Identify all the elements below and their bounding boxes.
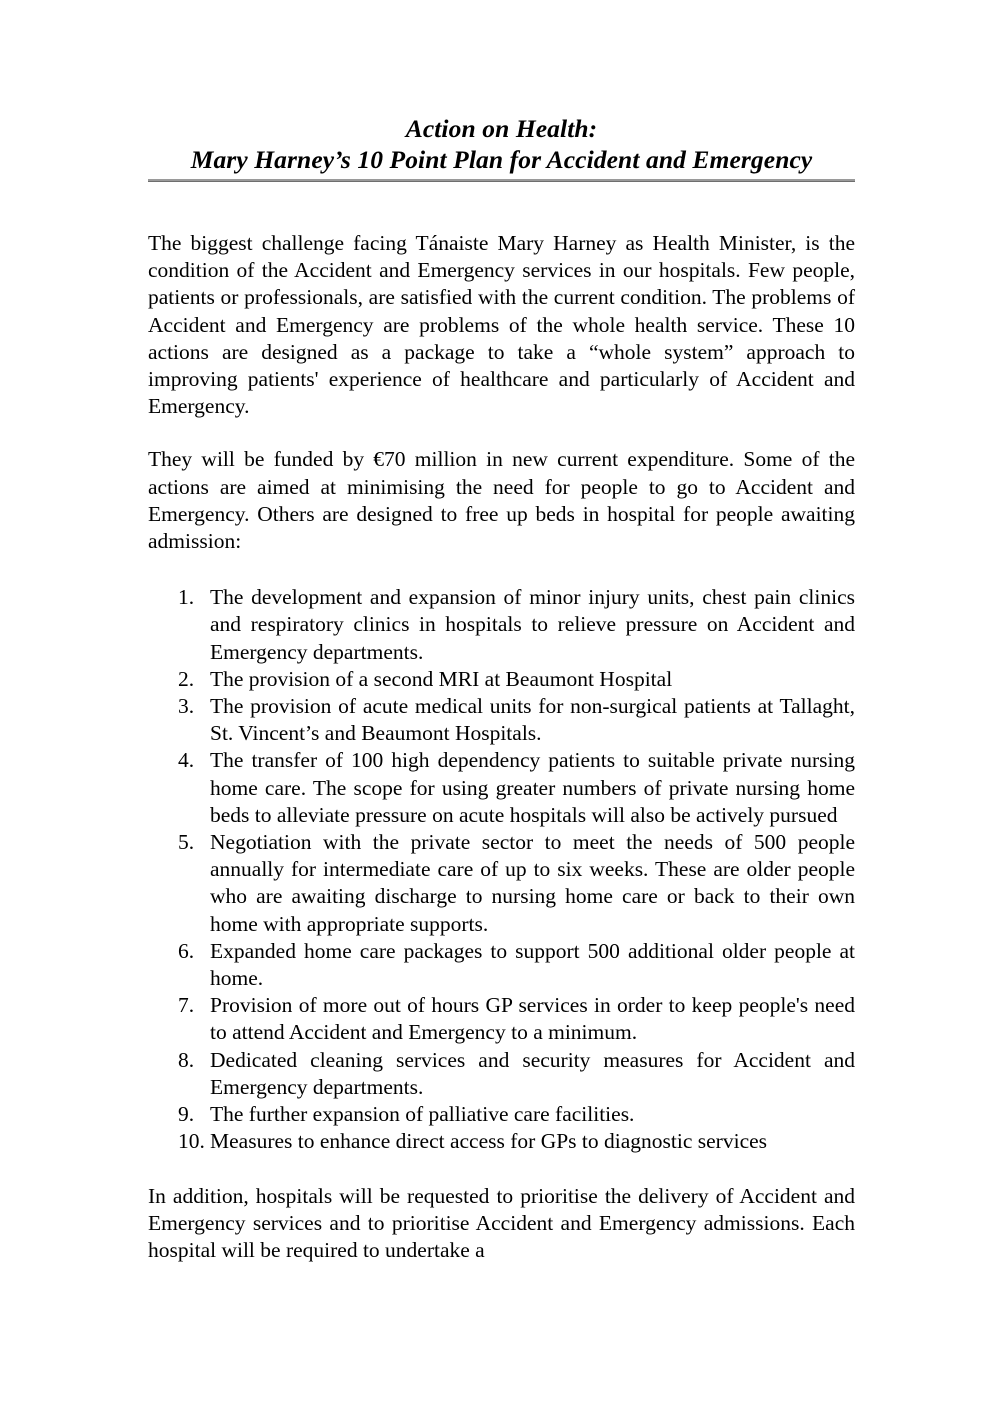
list-item-marker: 1. [178,585,195,610]
list-item-marker: 5. [178,830,195,855]
list-item [148,747,855,829]
action-list [148,584,855,1155]
list-item-text: The further expansion of palliative care facilities. [210,1102,635,1127]
list-item-marker: 8. [178,1047,195,1072]
list-item-marker: 2. [178,666,195,691]
title-divider-rule [148,179,855,182]
list-item-text: Negotiation with the private sector to meet the needs of 500 people annually for intermediate care of up to six weeks. These are older people who are awaiting discharge to nursing home care or back to their own home with appropriate supports. [210,830,855,936]
list-item-text: Dedicated cleaning services and security measures for Accident and Emergency departments. [210,1047,855,1099]
list-item-text: The provision of a second MRI at Beaumont Hospital [210,666,673,691]
list-item [148,1128,855,1155]
list-item-marker: 10. [178,1129,205,1154]
list-item-marker: 9. [178,1102,195,1127]
closing-paragraph: In addition, hospitals will be requested to prioritise the delivery of Accident and Emergency services and to prioritise Accident and Emergency admissions. Each hospital will be required to undertake a [148,1183,855,1262]
list-item [148,829,855,938]
list-item-marker: 4. [178,748,195,773]
intro-paragraph: The biggest challenge facing Tánaiste Mary Harney as Health Minister, is the condition of the Accident and Emergency services in our hospitals. Few people, patients or professionals, are satisfied with the current condition. The problems of Accident and Emergency are problems of the whole health service. These 10 actions are designed as a package to take a “whole system” approach to improving patients' experience of healthcare and particularly of Accident and Emergency. [148,231,855,419]
document-title-line-2: Mary Harney’s 10 Point Plan for Accident and Emergency [190,145,813,174]
list-item [148,666,855,693]
document-title-line-1: Action on Health: [405,114,598,143]
document-content-column [148,0,855,1264]
list-item-text: Expanded home care packages to support 500 additional older people at home. [210,938,855,991]
list-item-text: The provision of acute medical units for non-surgical patients at Tallaght, St. Vincent’s and Beaumont Hospitals. [210,694,855,746]
list-item [148,938,855,992]
list-item [148,693,855,747]
list-item-text: The development and expansion of minor injury units, chest pain clinics and respiratory clinics in hospitals to relieve pressure on Accident and Emergency departments. [210,585,855,664]
list-item-marker: 6. [178,938,195,963]
list-item-text: Provision of more out of hours GP services in order to keep people's need to attend Accident and Emergency to a minimum. [210,993,855,1045]
list-item-text: The transfer of 100 high dependency patients to suitable private nursing home care. The scope for using greater numbers of private nursing home beds to alleviate pressure on acute hospitals will also be actively pursued [210,748,855,827]
list-item-text: Measures to enhance direct access for GPs to diagnostic services [210,1129,768,1154]
list-item [148,1047,855,1101]
list-item [148,992,855,1046]
list-item [148,584,855,666]
list-item [148,1101,855,1128]
document-title-block [148,0,855,182]
funding-paragraph: They will be funded by €70 million in new current expenditure. Some of the actions are aimed at minimising the need for people to go to Accident and Emergency. Others are designed to free up beds in hospital for people awaiting admission: [148,447,855,554]
list-item-marker: 7. [178,993,195,1018]
list-item-marker: 3. [178,694,195,719]
